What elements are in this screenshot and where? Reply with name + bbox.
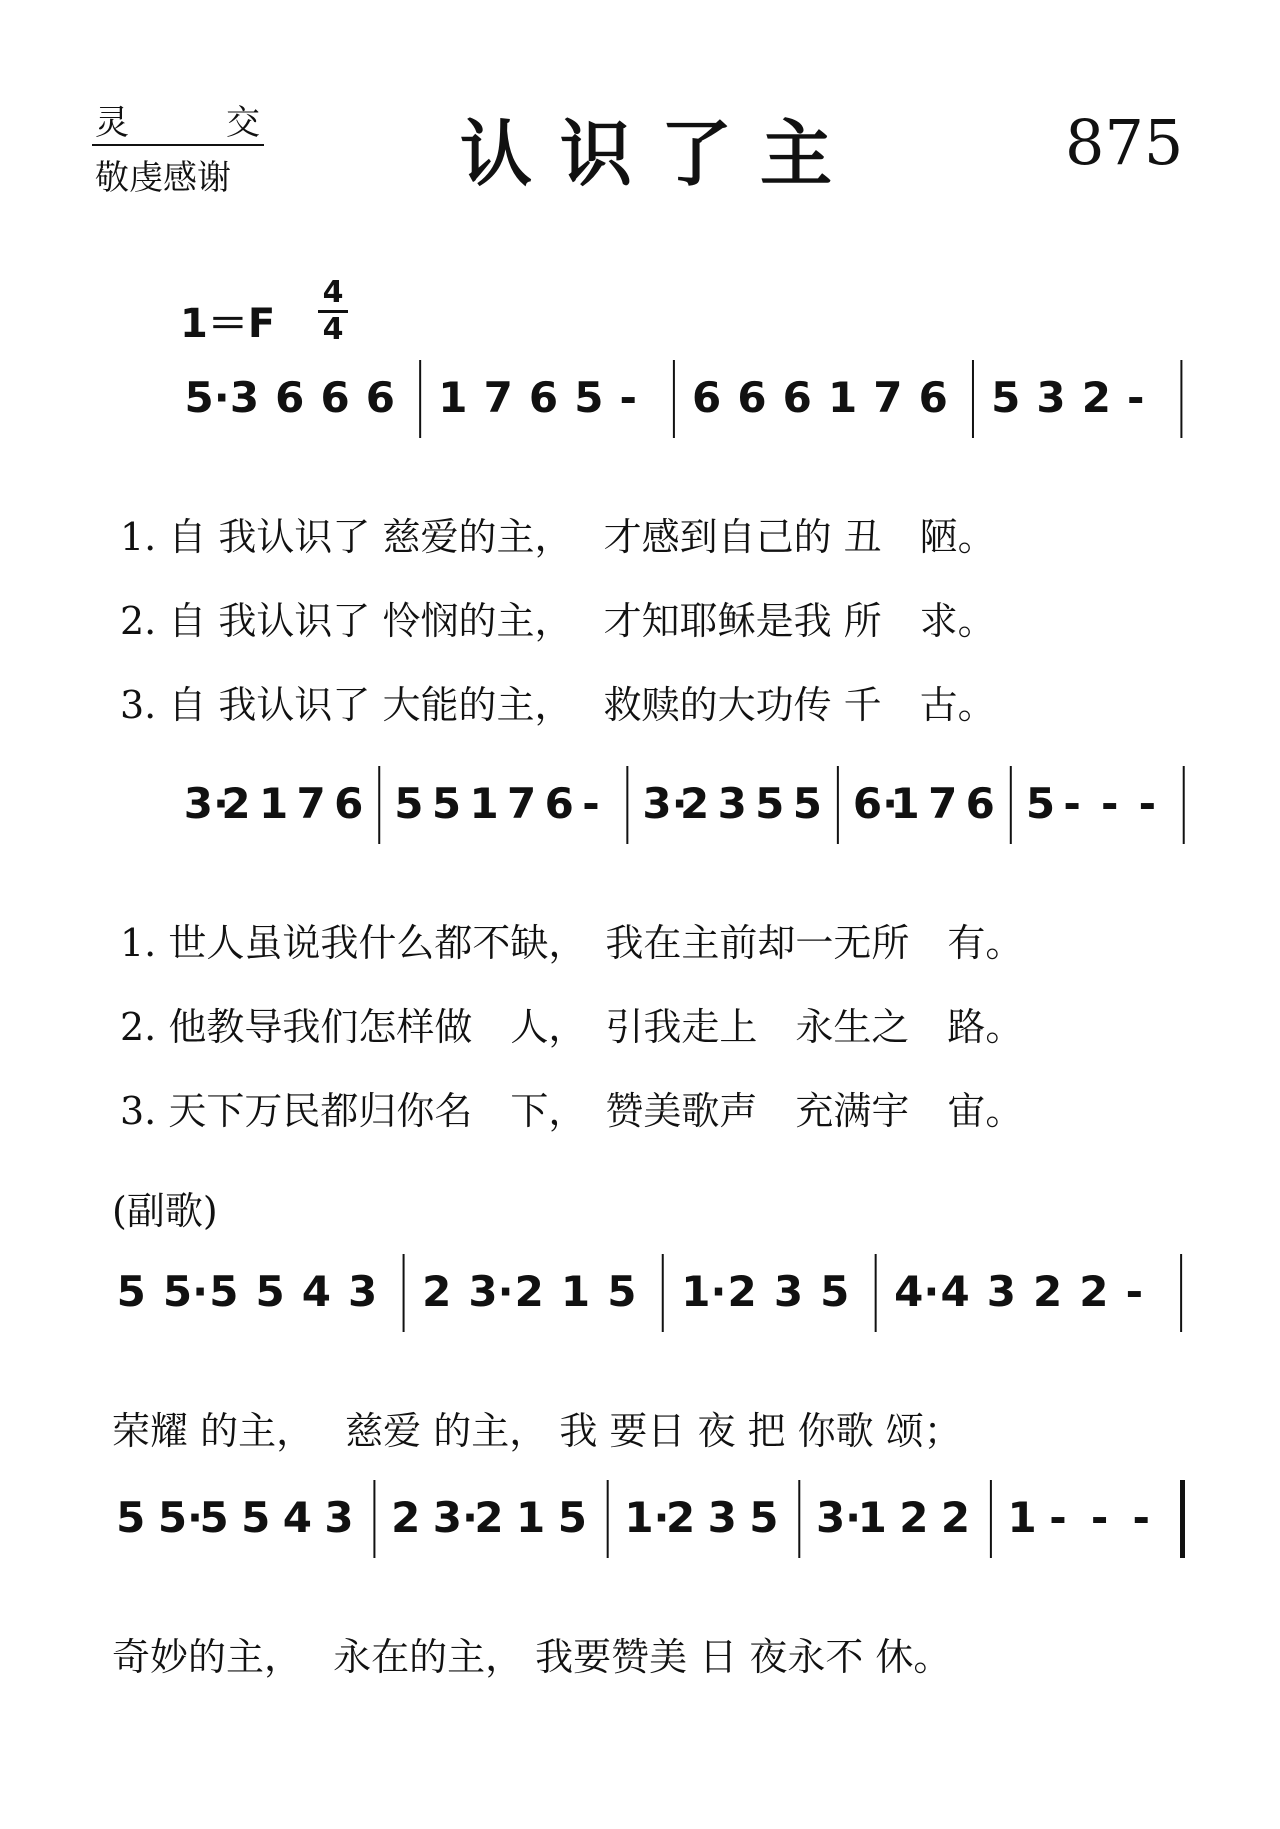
note: 5· (184, 373, 230, 422)
note: - (1125, 1267, 1144, 1316)
note: 7 (873, 373, 903, 422)
note: 4 (282, 1493, 313, 1542)
note: 5 (607, 1267, 637, 1316)
note: 1 (560, 1267, 591, 1316)
note: 5 (116, 1493, 146, 1542)
note: 2 (899, 1493, 929, 1542)
note: 1 (857, 1493, 887, 1542)
note: 2 (940, 1493, 971, 1542)
note: 6 (334, 779, 364, 828)
time-signature-top: 4 (322, 275, 344, 310)
category-top-left: 灵 (95, 103, 129, 143)
note: 5 (755, 779, 785, 828)
note: - (1138, 779, 1157, 828)
note: 1 (258, 779, 289, 828)
note: 6 (737, 373, 767, 422)
note: 2 (679, 779, 710, 828)
note: 1 (469, 779, 499, 828)
verse-lyric-line: 1. 世人虽说我什么都不缺， 我在主前却一无所 有。 (120, 921, 1024, 965)
note: - (1063, 779, 1081, 828)
time-signature-bottom: 4 (322, 312, 344, 347)
note: 3 (986, 1267, 1016, 1316)
verse-lyric-line: 3. 自 我认识了 大能的主， 救赎的大功传 千 古。 (120, 683, 996, 727)
note: 5 (557, 1493, 587, 1542)
note: 1 (1007, 1493, 1037, 1542)
note: 3 (324, 1493, 354, 1542)
note: 5 (1025, 779, 1056, 828)
note: 5 (574, 373, 604, 422)
chorus-lyric-line: 奇妙的主， 永在的主， 我要赞美 日 夜永不 休。 (112, 1635, 952, 1679)
note: 1 (827, 373, 858, 422)
note: 5 (792, 779, 822, 828)
note: 2 (665, 1493, 696, 1542)
note: 3 (1036, 373, 1066, 422)
category-bottom: 敬虔感谢 (95, 158, 231, 198)
note: 5 (255, 1267, 285, 1316)
verse-lyric-line: 1. 自 我认识了 慈爱的主， 才感到自己的 丑 陋。 (120, 515, 996, 559)
note: 5 (991, 373, 1021, 422)
note: 1 (438, 373, 468, 422)
note: 5 (241, 1493, 271, 1542)
note: 6 (320, 373, 350, 422)
note: 7 (507, 779, 537, 828)
note: 3 (717, 779, 747, 828)
note: 7 (483, 373, 513, 422)
note: 3· (815, 1493, 862, 1542)
note: 6 (918, 373, 948, 422)
hymn-title: 认识了主 (460, 112, 861, 196)
note: 6 (692, 373, 722, 422)
note: 1· (624, 1493, 670, 1542)
chorus-lyric-line: 荣耀 的主， 慈爱 的主， 我 要日 夜 把 你歌 颂； (112, 1409, 962, 1453)
note: 5 (199, 1493, 229, 1542)
note: 5· (162, 1267, 209, 1316)
note: - (1101, 779, 1119, 828)
note: 5· (157, 1493, 204, 1542)
note: 6 (275, 373, 305, 422)
note: 7 (296, 779, 326, 828)
note: 3 (773, 1267, 804, 1316)
note: 2 (1081, 373, 1111, 422)
note: - (582, 779, 600, 828)
note: - (1049, 1493, 1067, 1542)
verse-lyric-line: 3. 天下万民都归你名 下， 赞美歌声 充满宇 宙。 (120, 1089, 1024, 1133)
verse-lyric-line: 2. 他教导我们怎样做 人， 引我走上 永生之 路。 (120, 1005, 1024, 1049)
note: 7 (928, 779, 958, 828)
note: - (1132, 1493, 1150, 1542)
note: 1 (890, 779, 920, 828)
note: 6 (782, 373, 812, 422)
note: - (619, 373, 637, 422)
note: 3 (229, 373, 260, 422)
note: 4 (301, 1267, 331, 1316)
note: - (1090, 1493, 1109, 1542)
note: 3· (183, 779, 229, 828)
hymn-number: 875 (1065, 106, 1184, 179)
note: 2 (514, 1267, 544, 1316)
note: 2 (422, 1267, 452, 1316)
category-top-right: 交 (226, 103, 260, 143)
note: 2 (221, 779, 251, 828)
note: 6 (528, 373, 559, 422)
note: 3· (432, 1493, 478, 1542)
note: 6 (365, 373, 396, 422)
note: 5 (749, 1493, 779, 1542)
note: 2 (474, 1493, 504, 1542)
note: 5 (116, 1267, 146, 1316)
note: 6· (852, 779, 899, 828)
note: 2 (727, 1267, 757, 1316)
note: 3· (468, 1267, 514, 1316)
note: 5 (209, 1267, 239, 1316)
note: 3 (348, 1267, 378, 1316)
note: 5 (431, 779, 462, 828)
note: 3 (707, 1493, 737, 1542)
note: 1· (681, 1267, 727, 1316)
key-signature: 1＝F (180, 301, 276, 347)
chorus-label: (副歌) (112, 1189, 218, 1233)
note: 2 (1033, 1267, 1063, 1316)
note: 6 (544, 779, 574, 828)
note: 3· (642, 779, 688, 828)
note: 4· (894, 1267, 940, 1316)
verse-lyric-line: 2. 自 我认识了 怜悯的主， 才知耶稣是我 所 求。 (120, 599, 996, 643)
note: 2 (391, 1493, 421, 1542)
note: 2 (1079, 1267, 1109, 1316)
note: - (1127, 373, 1145, 422)
note: 4 (940, 1267, 970, 1316)
note: 5 (820, 1267, 850, 1316)
note: 6 (965, 779, 995, 828)
note: 1 (516, 1493, 546, 1542)
note: 5 (394, 779, 424, 828)
